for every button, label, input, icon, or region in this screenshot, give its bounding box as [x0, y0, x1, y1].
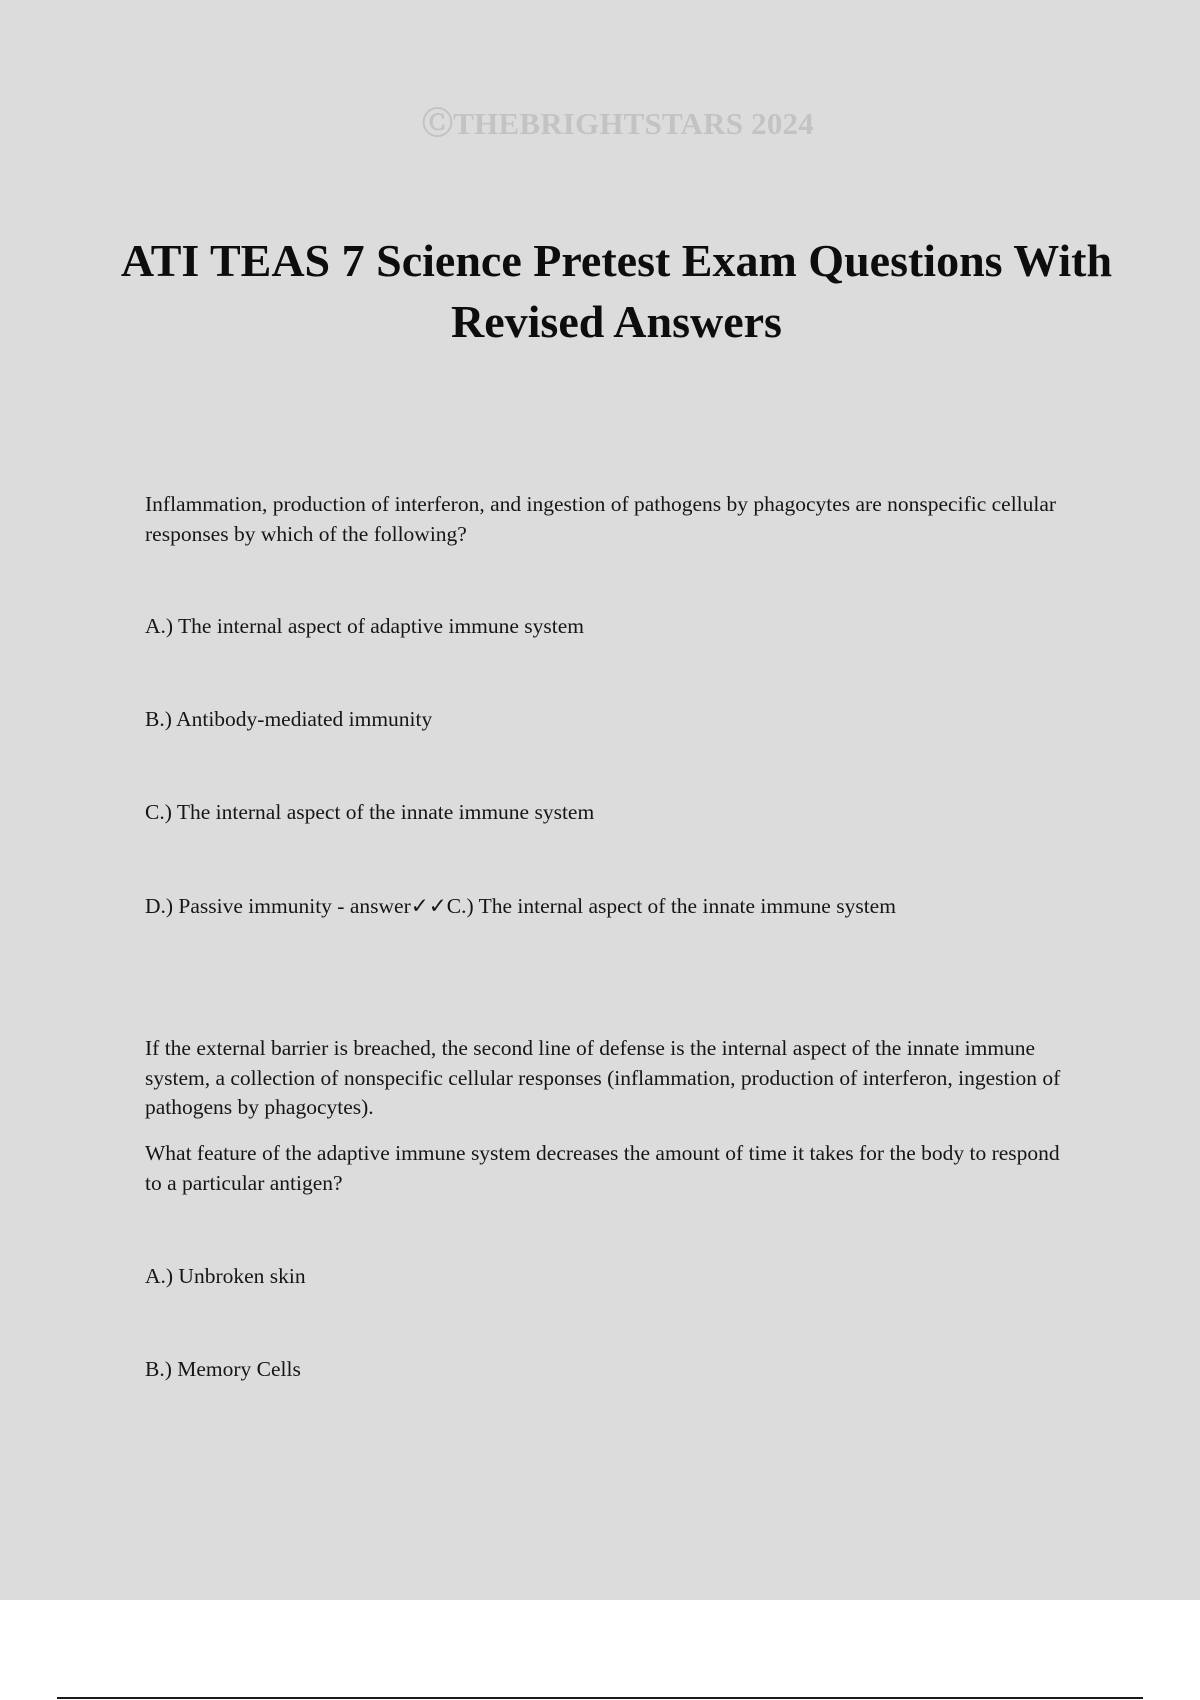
document-title: ATI TEAS 7 Science Pretest Exam Questions With Revised Answers	[120, 235, 1113, 347]
question-1-option-d-answer: D.) Passive immunity - answer✓✓C.) The internal aspect of the innate immune system	[145, 894, 896, 918]
question-1-option-a: A.) The internal aspect of adaptive immune system	[145, 614, 585, 638]
question-2-option-b: B.) Memory Cells	[145, 1357, 301, 1381]
question-2-stem: What feature of the adaptive immune system decreases the amount of time it takes for the body to respond to a particular antigen?	[145, 1141, 1060, 1195]
copyright-watermark: ⒸTHEBRIGHTSTARS 2024	[422, 106, 814, 141]
question-1-stem: Inflammation, production of interferon, and ingestion of pathogens by phagocytes are nonspecific cellular responses by which of the following?	[145, 492, 1057, 546]
question-1-option-b: B.) Antibody-mediated immunity	[145, 707, 433, 731]
question-1-rationale: If the external barrier is breached, the second line of defense is the internal aspect of the innate immune system, a collection of nonspecific cellular responses (inflammation, production of interferon, ingestion of pathogens by phagocytes).	[145, 1036, 1061, 1119]
question-1-option-c: C.) The internal aspect of the innate immune system	[145, 800, 595, 824]
question-2-option-a: A.) Unbroken skin	[145, 1264, 306, 1288]
footer-divider	[57, 1697, 1143, 1699]
